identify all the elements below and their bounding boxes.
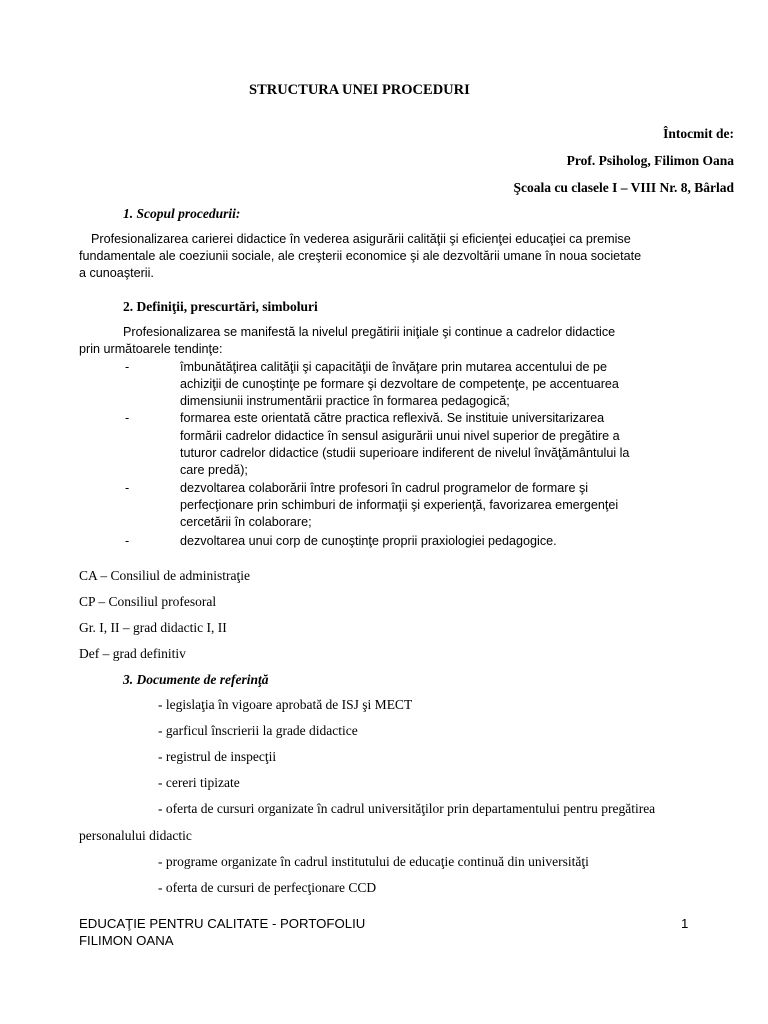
- section3-heading: 3. Documente de referinţă: [123, 672, 269, 687]
- section2-intro-line: Profesionalizarea se manifestă la nivelul pregătirii iniţiale şi continue a cadrelor didactice: [123, 325, 616, 339]
- bullet-dash: -: [125, 411, 130, 425]
- reference-item: - garficul înscrierii la grade didactice: [158, 723, 358, 738]
- reference-item: - registrul de inspecţii: [158, 749, 277, 764]
- section2-intro-line: prin următoarele tendinţe:: [79, 342, 223, 356]
- reference-item: - oferta de cursuri organizate în cadrul universităţilor prin departamentului pentru pregătirea: [158, 801, 656, 816]
- abbreviation-item: Gr. I, II – grad didactic I, II: [79, 620, 227, 635]
- bullet-line: dezvoltarea colaborării între profesori în cadrul programelor de formare şi: [180, 481, 589, 495]
- author-school: Şcoala cu clasele I – VIII Nr. 8, Bârlad: [513, 180, 734, 195]
- bullet-dash: -: [125, 481, 130, 495]
- bullet-line: tuturor cadrelor didactice (studii superioare indiferent de nivelul învăţământului la: [180, 446, 630, 460]
- page-number: 1: [681, 916, 689, 931]
- bullet-line: dezvoltarea unui corp de cunoştinţe proprii praxiologiei pedagogice.: [180, 534, 557, 548]
- bullet-line: formarea este orientată către practica reflexivă. Se instituie universitarizarea: [180, 411, 605, 425]
- author-label: Întocmit de:: [663, 126, 734, 141]
- bullet-line: care predă);: [180, 463, 248, 477]
- page-title: STRUCTURA UNEI PROCEDURI: [249, 82, 470, 98]
- reference-item: - cereri tipizate: [158, 775, 240, 790]
- bullet-line: formării cadrelor didactice în sensul asigurării unui nivel superior de pregătire a: [180, 429, 620, 443]
- section2-heading: 2. Definiţii, prescurtări, simboluri: [123, 299, 318, 314]
- reference-item-continuation: personalului didactic: [79, 828, 192, 843]
- reference-item: - legislaţia în vigoare aprobată de ISJ şi MECT: [158, 697, 413, 712]
- section1-line: fundamentale ale coeziunii sociale, ale creşterii economice şi ale dezvoltării umane în noua societate: [79, 249, 642, 263]
- bullet-dash: -: [125, 534, 130, 548]
- reference-item: - programe organizate în cadrul institutului de educaţie continuă din universităţi: [158, 854, 589, 869]
- bullet-line: dimensiunii instrumentării practice în formarea pedagogică;: [180, 394, 510, 408]
- abbreviation-item: CA – Consiliul de administraţie: [79, 568, 250, 583]
- bullet-line: achiziţii de cunoştinţe pe formare şi dezvoltare de competenţe, pe accentuarea: [180, 377, 619, 391]
- section1-heading: 1. Scopul procedurii:: [123, 206, 241, 221]
- abbreviation-item: Def – grad definitiv: [79, 646, 186, 661]
- footer-author: FILIMON OANA: [79, 933, 174, 948]
- bullet-line: îmbunătăţirea calităţii şi capacităţii de învăţare prin mutarea accentului de pe: [180, 360, 608, 374]
- bullet-line: perfecţionare prin schimburi de informaţii şi experienţă, favorizarea emergenţei: [180, 498, 619, 512]
- footer-line: EDUCAŢIE PENTRU CALITATE - PORTOFOLIU: [79, 916, 366, 931]
- abbreviation-item: CP – Consiliul profesoral: [79, 594, 217, 609]
- section1-line: a cunoaşterii.: [79, 266, 154, 280]
- reference-item: - oferta de cursuri de perfecţionare CCD: [158, 880, 377, 895]
- author-name: Prof. Psiholog, Filimon Oana: [566, 153, 734, 168]
- bullet-dash: -: [125, 360, 130, 374]
- bullet-line: cercetării în colaborare;: [180, 515, 312, 529]
- section1-line: Profesionalizarea carierei didactice în vederea asigurării calităţii şi eficienţei educaţiei ca premise: [91, 232, 631, 246]
